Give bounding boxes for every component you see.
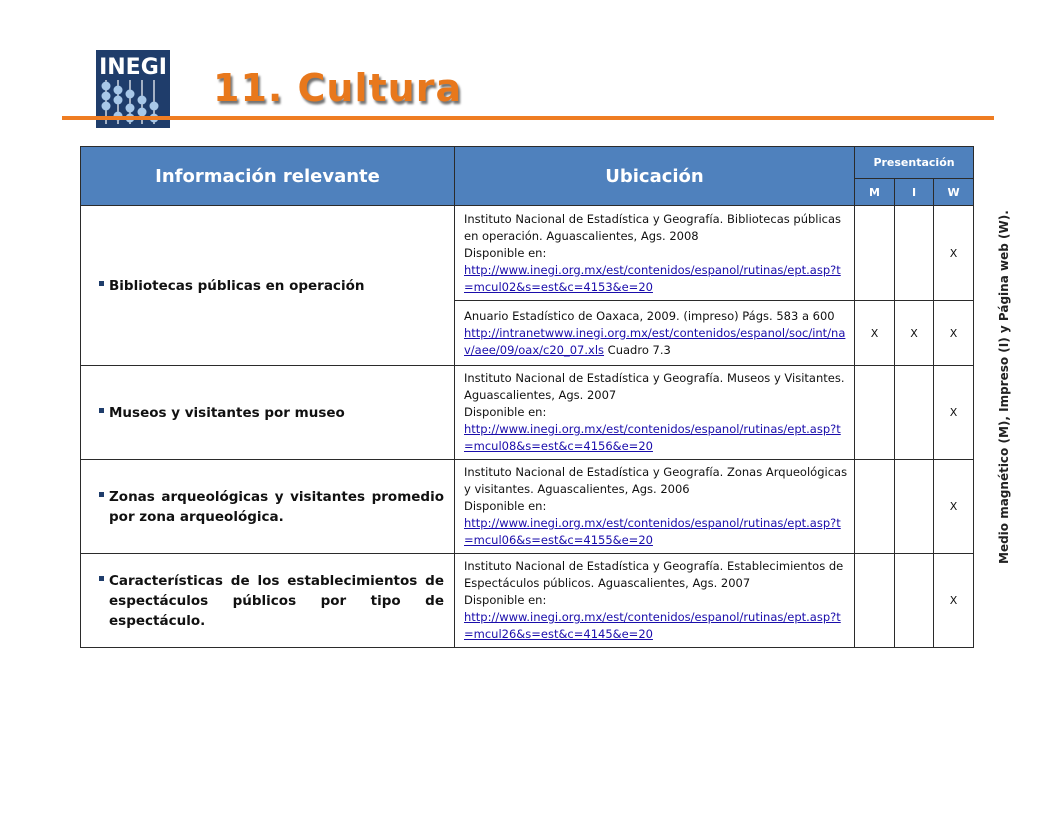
source-link[interactable]: http://intranetwww.inegi.org.mx/est/contenidos/espanol/soc/int/nav/aee/09/oax/c20_07.xls xyxy=(464,325,846,357)
column-header-info: Información relevante xyxy=(81,147,455,206)
mark-m xyxy=(855,554,895,648)
available-label: Disponible en: xyxy=(464,499,547,513)
sources-table xyxy=(80,146,974,648)
source-link[interactable]: http://www.inegi.org.mx/est/contenidos/espanol/rutinas/ept.asp?t=mcul06&s=est&c=4155&e=20 xyxy=(464,516,841,547)
available-label: Disponible en: xyxy=(464,245,547,260)
available-label: Disponible en: xyxy=(464,593,547,607)
source-text: Anuario Estadístico de Oaxaca, 2009. (impreso) Págs. 583 a 600 xyxy=(464,308,835,323)
column-header-i: I xyxy=(895,179,934,206)
topic-cell xyxy=(81,554,455,648)
table-row xyxy=(81,206,974,301)
source-text: Instituto Nacional de Estadística y Geografía. Establecimientos de Espectáculos públicos. Aguascalientes, Ags. 2007 xyxy=(464,559,844,590)
mark-i xyxy=(895,554,934,648)
mark-w: X xyxy=(934,554,974,648)
column-header-m: M xyxy=(855,179,895,206)
available-label: Disponible en: xyxy=(464,405,547,419)
location-cell xyxy=(455,301,855,366)
table-row xyxy=(81,366,974,460)
column-header-w: W xyxy=(934,179,974,206)
source-text: Instituto Nacional de Estadística y Geografía. Zonas Arqueológicas y visitantes. Aguascalientes, Ags. 2006 xyxy=(464,465,848,496)
presentation-legend: Medio magnético (M), Impreso (I) y Página web (W). xyxy=(997,210,1011,564)
column-header-presentation: Presentación xyxy=(855,147,974,179)
header-divider xyxy=(62,116,994,120)
topic-label: Características de los establecimientos de espectáculos públicos por tipo de espectáculo. xyxy=(109,572,444,629)
topic-label: Museos y visitantes por museo xyxy=(109,404,345,421)
source-suffix: Cuadro 7.3 xyxy=(607,342,671,357)
mark-m xyxy=(855,460,895,554)
mark-w: X xyxy=(934,366,974,460)
topic-label: Bibliotecas públicas en operación xyxy=(109,277,365,294)
topic-cell xyxy=(81,206,455,366)
bullet-icon xyxy=(99,281,104,286)
page-title: 11. Cultura xyxy=(213,66,463,110)
location-cell xyxy=(455,554,855,648)
bullet-icon xyxy=(99,492,104,497)
mark-i xyxy=(895,206,934,301)
mark-m xyxy=(855,206,895,301)
mark-w: X xyxy=(934,460,974,554)
bullet-icon xyxy=(99,408,104,413)
svg-text:INEGI: INEGI xyxy=(99,55,167,80)
mark-w: X xyxy=(934,206,974,301)
location-cell xyxy=(455,206,855,301)
location-cell xyxy=(455,366,855,460)
mark-i: X xyxy=(895,301,934,366)
source-link[interactable]: http://www.inegi.org.mx/est/contenidos/espanol/rutinas/ept.asp?t=mcul26&s=est&c=4145&e=20 xyxy=(464,610,841,641)
mark-w: X xyxy=(934,301,974,366)
mark-i xyxy=(895,460,934,554)
source-text: Instituto Nacional de Estadística y Geografía. Bibliotecas públicas en operación. Aguascalientes, Ags. 2008 xyxy=(464,211,842,243)
mark-m xyxy=(855,366,895,460)
source-link[interactable]: http://www.inegi.org.mx/est/contenidos/espanol/rutinas/ept.asp?t=mcul08&s=est&c=4156&e=20 xyxy=(464,422,841,453)
bullet-icon xyxy=(99,576,104,581)
mark-m: X xyxy=(855,301,895,366)
column-header-location: Ubicación xyxy=(455,147,855,206)
mark-i xyxy=(895,366,934,460)
source-link[interactable]: http://www.inegi.org.mx/est/contenidos/espanol/rutinas/ept.asp?t=mcul02&s=est&c=4153&e=20 xyxy=(464,262,841,294)
location-cell xyxy=(455,460,855,554)
table-row xyxy=(81,554,974,648)
topic-cell xyxy=(81,366,455,460)
table-row xyxy=(81,460,974,554)
topic-label: Zonas arqueológicas y visitantes promedio por zona arqueológica. xyxy=(109,488,444,525)
source-text: Instituto Nacional de Estadística y Geografía. Museos y Visitantes. Aguascalientes, Ags. 2007 xyxy=(464,371,845,402)
topic-cell xyxy=(81,460,455,554)
